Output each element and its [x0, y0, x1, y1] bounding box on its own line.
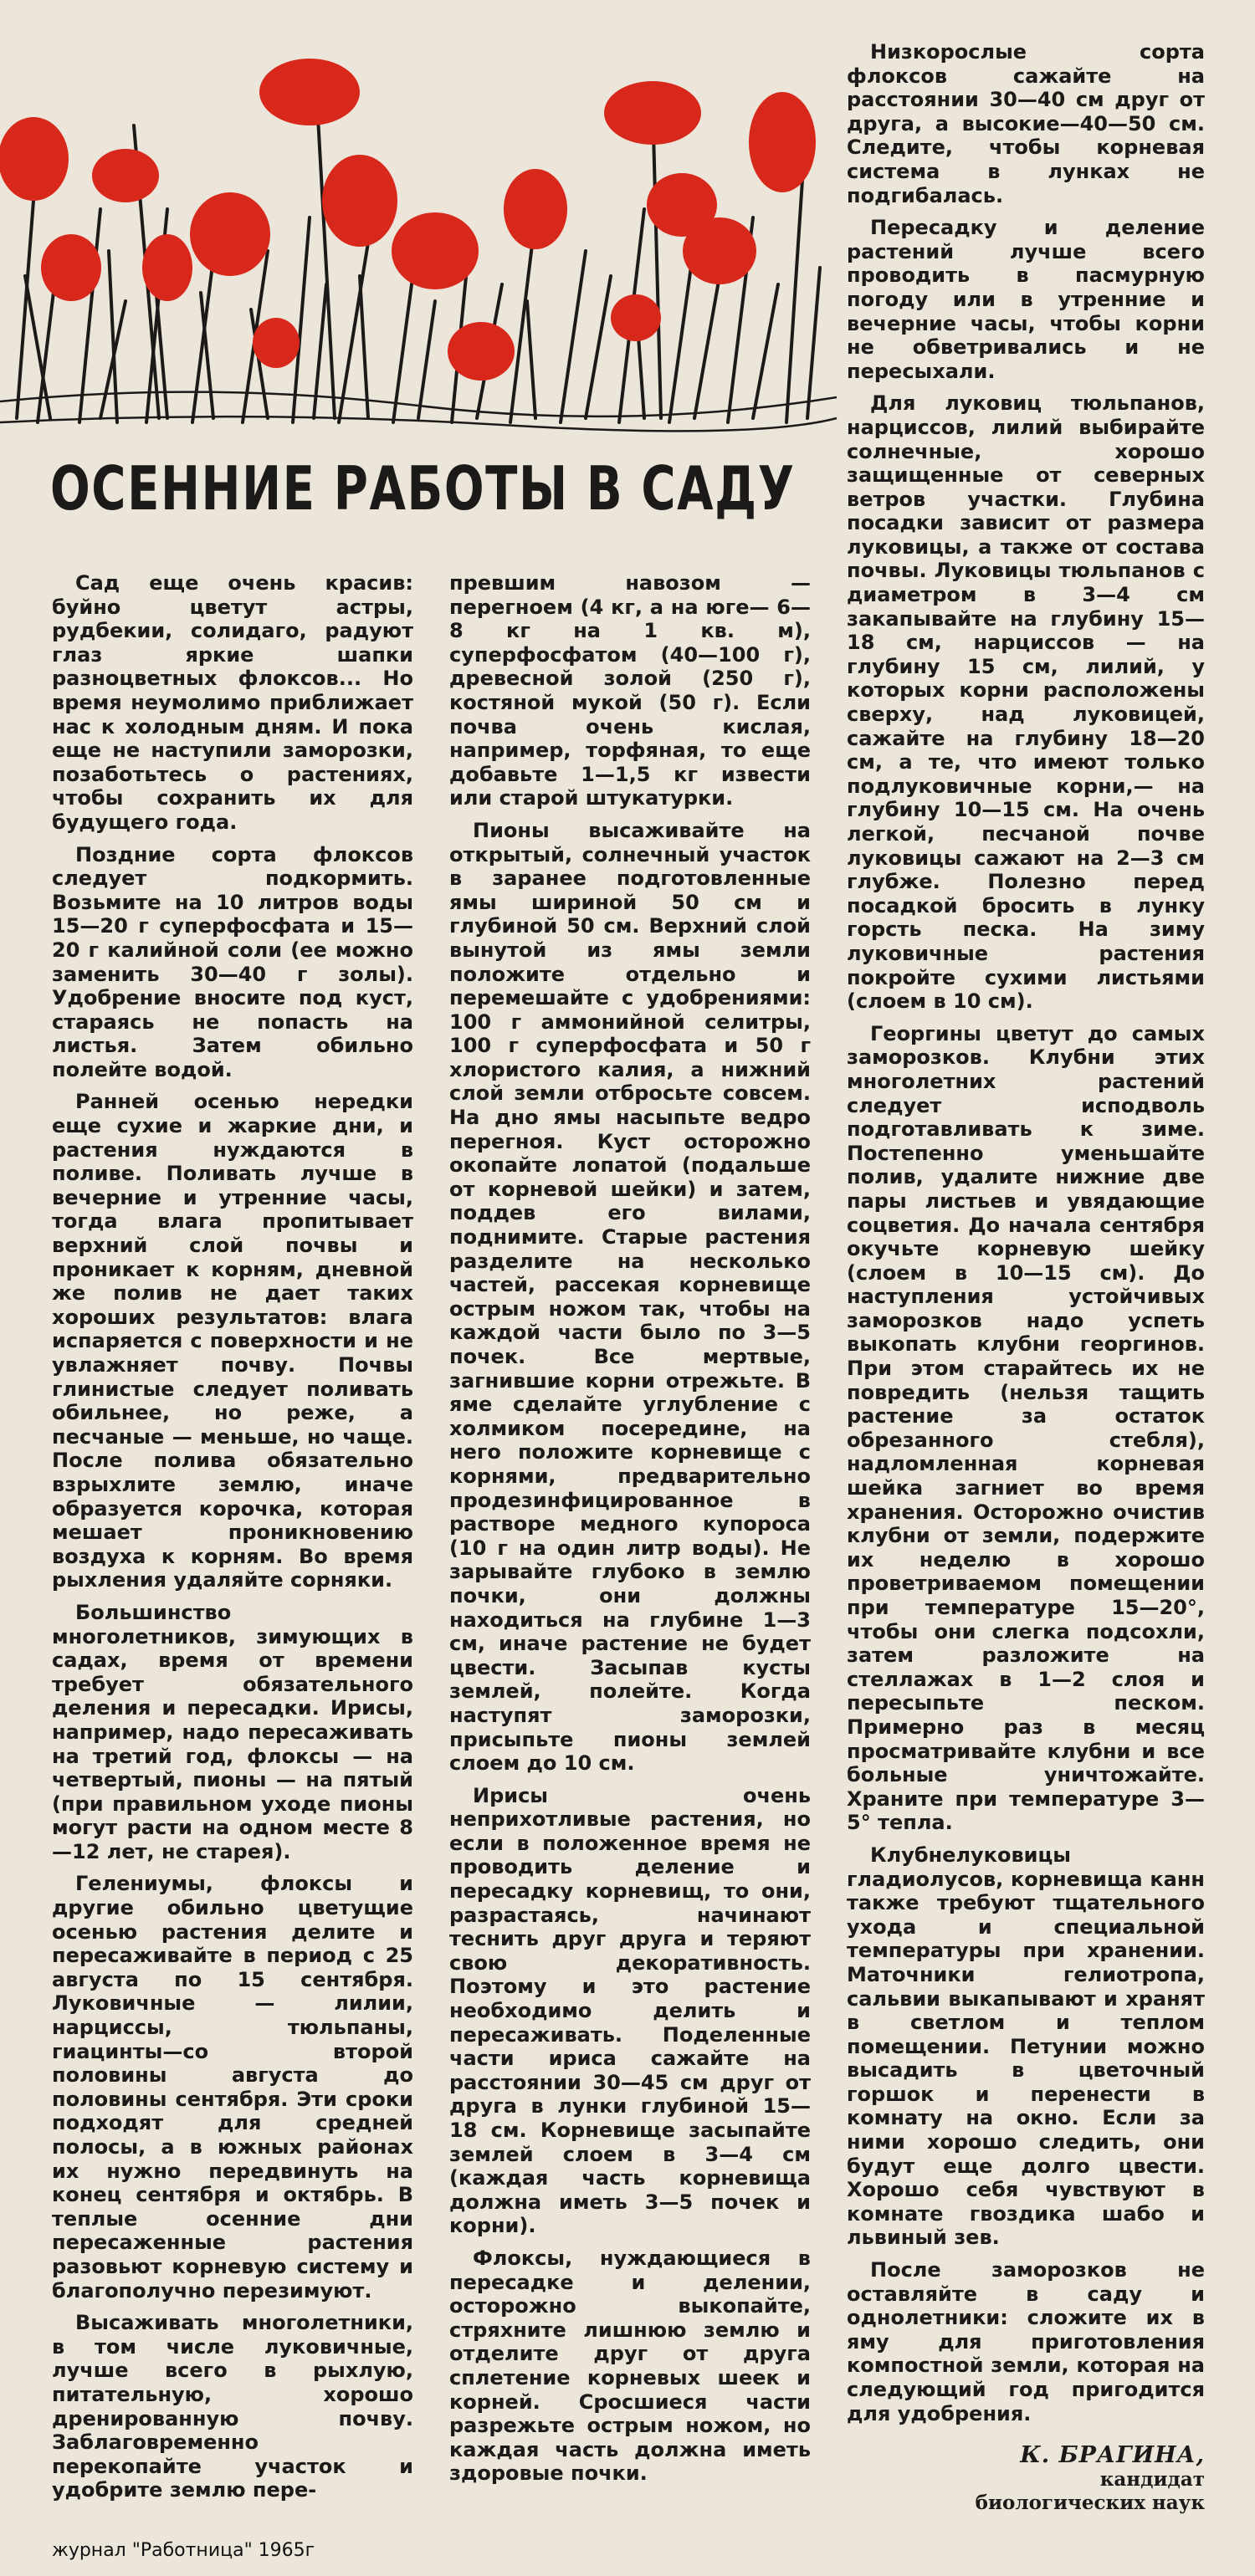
paragraph: Пересадку и деление растений лучше всего проводить в пасмурную погоду или в утренние и вечерние часы, чтобы корни не обветривались и не пересыхали. — [847, 216, 1205, 383]
article-column-2 — [449, 571, 811, 2528]
paragraph: Флоксы, нуждающиеся в пересадке и делении, осторожно выкопайте, стряхните лишнюю землю и отделите друг от друга сплетение корневых шеек и корней. Сросшиеся части разрежьте острым ножом, но каждая часть должна иметь здоровые почки. — [449, 2246, 811, 2486]
author-title-line-1: кандидат — [1099, 2467, 1205, 2491]
paragraph: Гелениумы, флоксы и другие обильно цветущие осенью растения делите и пересаживайте в период с 25 августа по 15 сентября. Луковичные — лилии, нарциссы, тюльпаны, гиацинты—со второй половины августа до половины сентября. Эти сроки подходят для средней полосы, а в южных районах их нужно передвинуть на конец сентября и октябрь. В теплые осенние дни пересаженные растения разовьют корневую систему и благополучно перезимуют. — [52, 1872, 413, 2303]
article-column-1 — [52, 571, 413, 2528]
author-name: К. БРАГИНА, — [1020, 2442, 1205, 2469]
paragraph: Ирисы очень неприхотливые растения, но если в положенное время не проводить деление и пересадку корневищ, то они, разрастаясь, начинают теснить друг друга и теряют свою декоративность. Поэтому и это растение необходимо делить и пересаживать. Поделенные части ириса сажайте на расстоянии 30—45 см друг от друга в лунки глубиной 15—18 см. Корневище засыпайте землей слоем в 3—4 см (каждая часть корневища должна иметь 3—5 почек и корни). — [449, 1783, 811, 2238]
article-column-3 — [847, 40, 1205, 2514]
author-title-line-2: биологических наук — [975, 2491, 1205, 2514]
paragraph: Большинство многолетников, зимующих в садах, время от времени требует обязательного деления и пересадки. Ирисы, например, надо пересаживать на третий год, флоксы — на четвертый, пионы — на пятый (при правильном уходе пионы могут расти на одном месте 8—12 лет, не старея). — [52, 1600, 413, 1863]
paragraph: Поздние сорта флоксов следует подкормить. Возьмите на 10 литров воды 15—20 г суперфосфата и 15—20 г калийной соли (ее можно заменить 30—40 г золы). Удобрение вносите под куст, стараясь не попасть на листья. Затем обильно полейте водой. — [52, 842, 413, 1081]
paragraph: Сад еще очень красив: буйно цветут астры, рудбекии, солидаго, радуют глаз яркие шапки разноцветных флоксов... Но время неумолимо приближает нас к холодным дням. И пока еще не наступили заморозки, позаботьтесь о растениях, чтобы сохранить их для будущего года. — [52, 571, 413, 834]
source-caption: журнал "Работница" 1965г — [52, 2540, 315, 2561]
paragraph: Высаживать многолетники, в том числе луковичные, лучше всего в рыхлую, питательную, хорошо дренированную почву. Заблаговременно перекопайте участок и удобрите землю пере- — [52, 2311, 413, 2502]
paragraph: После заморозков не оставляйте в саду и однолетники: сложите их в яму для приготовления компостной земли, которая на следующий год пригодится для удобрения. — [847, 2258, 1205, 2425]
paragraph: Клубнелуковицы гладиолусов, корневища канн также требуют тщательного ухода и специальной температуры при хранении. Маточники гелиотропа, сальвии выкапывают и хранят в светлом и теплом помещении. Петунии можно высадить в цветочный горшок и перенести в комнату на окно. Если за ними хорошо следить, они будут еще долго цвести. Хорошо себя чувствуют в комнате гвоздика шабо и львиный зев. — [847, 1843, 1205, 2250]
poppy-illustration — [0, 0, 837, 435]
paragraph: Георгины цветут до самых заморозков. Клубни этих многолетних растений следует исподволь подготавливать к зиме. Постепенно уменьшайте полив, удалите нижние две пары листьев и увядающие соцветия. До начала сентября окучьте корневую шейку (слоем в 10—15 см). До наступления устойчивых заморозков надо успеть выкопать клубни георгинов. При этом старайтесь их не повредить (нельзя тащить растение за остаток обрезанного стебля), надломленная корневая шейка загниет во время хранения. Осторожно очистив клубни от земли, подержите их неделю в хорошо проветриваемом помещении при температуре 15—20°, чтобы они слегка подсохли, затем разложите на стеллажах в 1—2 слоя и пересыпьте песком. Примерно раз в месяц просматривайте клубни и все больные уничтожайте. Храните при температуре 3—5° тепла. — [847, 1021, 1205, 1835]
paragraph: Для луковиц тюльпанов, нарциссов, лилий выбирайте солнечные, хорошо защищенные от северных ветров участки. Глубина посадки зависит от размера луковицы, а также от состава почвы. Луковицы тюльпанов с диаметром в 3—4 см закапывайте на глубину 15—18 см, нарциссов — на глубину 15 см, лилий, у которых корни расположены сверху, над луковицей, сажайте на глубину 18—20 см, а те, что имеют только подлуковичные корни,— на глубину 10—15 см. На очень легкой, песчаной почве луковицы сажают на 2—3 см глубже. Полезно перед посадкой бросить в лунку горсть песка. На зиму луковичные растения покройте сухими листьями (слоем в 10 см). — [847, 391, 1205, 1014]
paragraph: превшим навозом — перегноем (4 кг, а на юге— 6—8 кг на 1 кв. м), суперфосфатом (40—100 г), древесной золой (250 г), костяной мукой (50 г). Если почва очень кислая, например, торфяная, то еще добавьте 1—1,5 кг извести или старой штукатурки. — [449, 571, 811, 810]
author-signature — [847, 2444, 1205, 2515]
article-title: ОСЕННИЕ РАБОТЫ В САДУ — [50, 453, 796, 524]
paragraph: Низкорослые сорта флоксов сажайте на расстоянии 30—40 см друг от друга, а высокие—40—50 см. Следите, чтобы корневая система в лунках не подгибалась. — [847, 40, 1205, 207]
paragraph: Пионы высаживайте на открытый, солнечный участок в заранее подготовленные ямы шириной 50 см и глубиной 50 см. Верхний слой вынутой из ямы земли положите отдельно и перемешайте с удобрениями: 100 г аммонийной селитры, 100 г суперфосфата и 50 г хлористого калия, а нижний слой земли отбросьте совсем. На дно ямы насыпьте ведро перегноя. Куст осторожно окопайте лопатой (подальше от корневой шейки) и затем, поддев его вилами, поднимите. Старые растения разделите на несколько частей, рассекая корневище острым ножом так, чтобы на каждой части было по 3—5 почек. Все мертвые, загнившие корни отрежьте. В яме сделайте углубление с холмиком посередине, на него положите корневище с корнями, предварительно продезинфицированное в растворе медного купороса (10 г на один литр воды). Не зарывайте глубоко в землю почки, они должны находиться на глубине 1—3 см, иначе растение не будет цвести. Засыпав кусты землей, полейте. Когда наступят заморозки, присыпьте пионы землей слоем до 10 см. — [449, 818, 811, 1776]
paragraph: Ранней осенью нередки еще сухие и жаркие дни, и растения нуждаются в поливе. Поливать лучше в вечерние и утренние часы, тогда влага пропитывает верхний слой почвы и проникает к корням, дневной же полив не дает таких хороших результатов: влага испаряется с поверхности и не увлажняет почву. Почвы глинистые следует поливать обильнее, но реже, а песчаные — меньше, но чаще. После полива обязательно взрыхлите землю, иначе образуется корочка, которая мешает проникновению воздуха к корням. Во время рыхления удаляйте сорняки. — [52, 1090, 413, 1592]
